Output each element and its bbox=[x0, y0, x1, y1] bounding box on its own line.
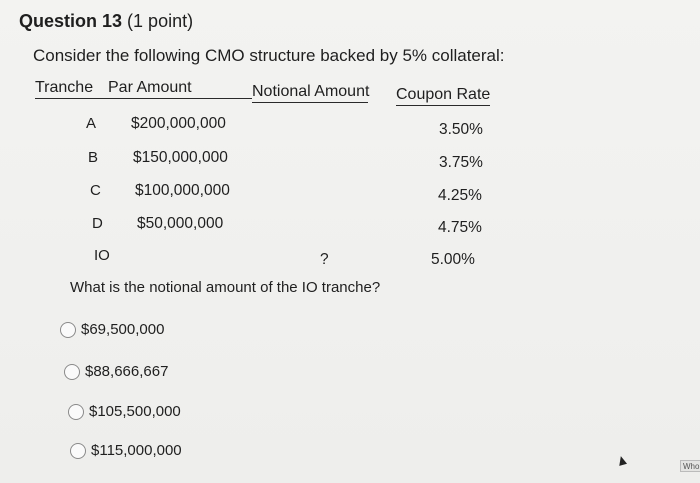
mouse-cursor-icon bbox=[617, 455, 627, 466]
row-io-notional-amount: ? bbox=[320, 251, 329, 268]
row-c-par-amount: $100,000,000 bbox=[135, 182, 230, 199]
header-par-amount: Par Amount bbox=[89, 79, 252, 99]
question-number: Question 13 bbox=[19, 11, 123, 31]
row-a-par-amount: $200,000,000 bbox=[131, 115, 226, 132]
row-c-coupon-rate: 4.25% bbox=[438, 187, 482, 204]
radio-button-icon[interactable] bbox=[60, 322, 76, 338]
header-notional-amount: Notional Amount bbox=[252, 83, 368, 103]
row-b-coupon-rate: 3.75% bbox=[439, 154, 483, 171]
answer-option-label: $69,500,000 bbox=[81, 321, 165, 338]
row-d-par-amount: $50,000,000 bbox=[137, 215, 224, 232]
answer-option-4[interactable] bbox=[70, 442, 182, 459]
answer-option-label: $115,000,000 bbox=[91, 442, 182, 459]
radio-button-icon[interactable] bbox=[68, 404, 84, 420]
answer-option-1[interactable] bbox=[60, 321, 164, 338]
answer-option-3[interactable] bbox=[68, 403, 181, 420]
header-tranche: Tranche bbox=[35, 79, 93, 99]
row-a-coupon-rate: 3.50% bbox=[439, 121, 483, 138]
row-b-par-amount: $150,000,000 bbox=[133, 149, 228, 166]
answer-option-label: $105,500,000 bbox=[89, 403, 181, 420]
row-d-coupon-rate: 4.75% bbox=[438, 219, 482, 236]
question-points: (1 point) bbox=[127, 11, 194, 31]
sub-question: What is the notional amount of the IO tranche? bbox=[70, 279, 381, 296]
row-c-tranche: C bbox=[90, 182, 101, 199]
corner-tab[interactable]: Who bbox=[680, 460, 700, 472]
row-io-coupon-rate: 5.00% bbox=[431, 251, 475, 268]
question-title bbox=[19, 11, 193, 32]
row-io-tranche: IO bbox=[94, 247, 110, 264]
radio-button-icon[interactable] bbox=[64, 364, 80, 380]
radio-button-icon[interactable] bbox=[70, 443, 86, 459]
row-b-tranche: B bbox=[88, 149, 99, 166]
row-d-tranche: D bbox=[92, 215, 103, 232]
question-prompt: Consider the following CMO structure backed by 5% collateral: bbox=[33, 46, 505, 65]
row-a-tranche: A bbox=[86, 115, 97, 132]
answer-option-2[interactable] bbox=[64, 363, 168, 380]
answer-option-label: $88,666,667 bbox=[85, 363, 169, 380]
header-coupon-rate: Coupon Rate bbox=[396, 86, 490, 106]
